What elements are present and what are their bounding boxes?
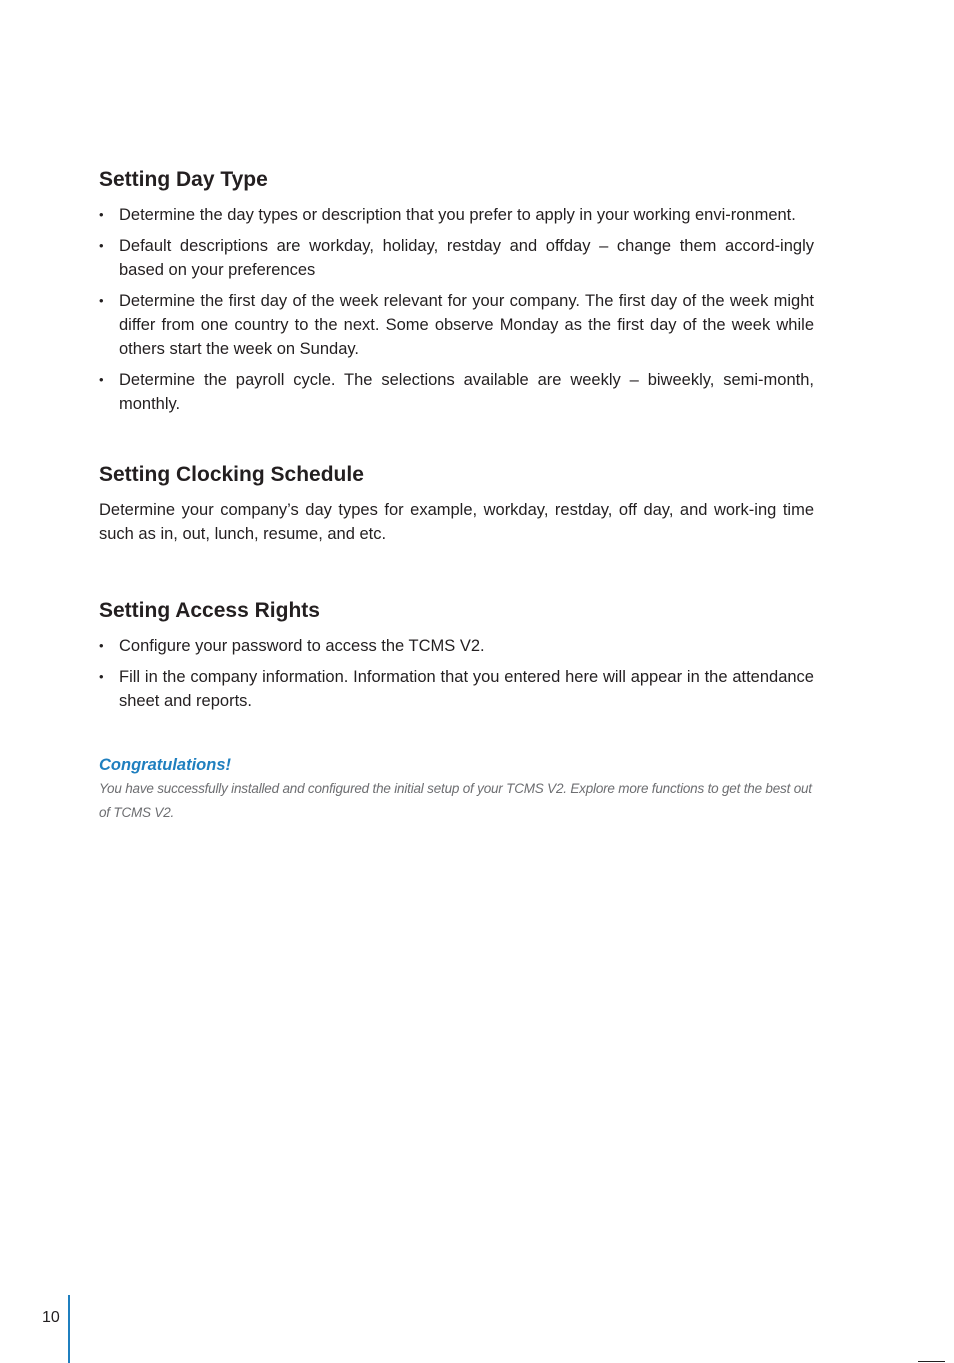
list-item: • Fill in the company information. Information that you entered here will appear in the attendance sheet and reports.: [99, 665, 814, 713]
day-type-list: [99, 203, 814, 416]
clocking-description: Determine your company’s day types for example, workday, restday, off day, and work-ing time such as in, out, lunch, resume, and etc.: [99, 501, 814, 543]
section-day-type: [99, 165, 814, 416]
list-item: • Determine the first day of the week relevant for your company. The first day of the week might differ from one country to the next. Some observe Monday as the first day of the week while others start the week on Sunday.: [99, 289, 814, 361]
section-clocking-schedule: [99, 460, 814, 546]
congrats-title: Congratulations!: [99, 756, 231, 774]
section-access-rights: [99, 596, 814, 713]
congrats-text: You have successfully installed and configured the initial setup of your TCMS V2. Explore more functions to get the best out of TCMS V2.: [99, 781, 812, 820]
list-item: • Default descriptions are workday, holiday, restday and offday – change them accord-ingly based on your preferences: [99, 234, 814, 282]
section-title-day-type: Setting Day Type: [99, 168, 268, 191]
page-number-divider: [68, 1295, 70, 1363]
access-list: [99, 634, 814, 713]
corner-rule: [918, 1361, 945, 1362]
list-item: • Determine the day types or description that you prefer to apply in your working envi-ronment.: [99, 203, 814, 227]
list-item: • Determine the payroll cycle. The selections available are weekly – biweekly, semi-month, monthly.: [99, 368, 814, 416]
page-content: [99, 165, 814, 825]
section-title-clocking: Setting Clocking Schedule: [99, 463, 364, 486]
congratulations-note: [99, 753, 814, 825]
page-number: 10: [42, 1309, 60, 1326]
section-title-access: Setting Access Rights: [99, 599, 320, 622]
list-item: • Configure your password to access the TCMS V2.: [99, 634, 814, 658]
